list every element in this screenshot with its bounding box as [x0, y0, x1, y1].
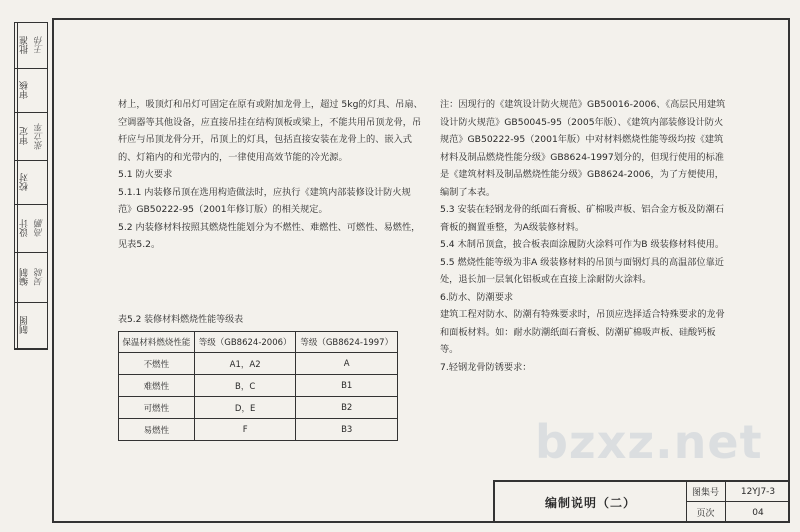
- sidebar-signature: [32, 69, 47, 112]
- section-5-1-1: 5.1.1 内装修吊顶在选用构造做法时，应执行《建筑内部装修设计防火规范》GB50222-95（2001年修订版）的相关规定。: [118, 186, 411, 215]
- table-cell: F: [194, 419, 296, 441]
- left-column: [118, 96, 423, 254]
- section-5-2: 5.2 内装修材料按照其燃烧性能划分为不燃性、难燃性、可燃性、易燃性，见表5.2。: [118, 221, 421, 250]
- table-cell: 不燃性: [119, 353, 195, 375]
- note-paragraph: 注：因现行的《建筑设计防火规范》GB50016-2006、《高层民用建筑设计防火规范》GB50045-95（2005年版）、《建筑内部装修设计防火规范》GB50222-95（2001年版）中对材料燃烧性能等级均按《建筑材料及制品燃烧性能分级》GB8624-1997划分的，但现行使用的标准是《建筑材料及制品燃烧性能分级》GB8624-2006，为了方便使用，编制了本表。: [440, 99, 726, 198]
- table-header-cell: 等级（GB8624-1997）: [296, 332, 398, 353]
- table-cell: A: [296, 353, 398, 375]
- table-header-cell: 保温材料燃烧性能: [119, 332, 195, 353]
- sidebar-cell: [15, 205, 47, 253]
- page-number-value: 04: [752, 507, 764, 518]
- sidebar-role-label: 校对: [17, 161, 31, 204]
- sidebar-role-label: 审核: [17, 69, 31, 112]
- table-row: [119, 375, 398, 397]
- fire-rating-table: [118, 331, 398, 441]
- right-column: [440, 96, 730, 376]
- section-6-heading: 6.防水、防潮要求: [440, 291, 514, 303]
- page-number-label: 页次: [686, 502, 726, 523]
- table-cell: D，E: [194, 397, 296, 419]
- table-cell: 可燃性: [119, 397, 195, 419]
- table-cell: B3: [296, 419, 398, 441]
- sidebar-cell: [15, 23, 47, 69]
- paragraph-lighting: 材上，吸顶灯和吊灯可固定在原有或附加龙骨上，超过 5kg的灯具、吊扇、空调器等其他设备，应直接吊挂在结构顶板或梁上，不能共用吊顶龙骨，吊杆应与吊顶龙骨分开，吊顶上的灯具，包括直接安装在龙骨上的、嵌入式的、灯箱内的和光带内的，一律使用高效节能的冷光源。: [118, 99, 423, 163]
- atlas-number-label: 图集号: [686, 482, 726, 502]
- sidebar-signature: 王伟: [35, 36, 45, 55]
- section-5-4: 5.4 木制吊顶盒，披合板表面涂履防火涂料可作为B 级装修材料使用。: [440, 239, 725, 250]
- sidebar-signature: [32, 303, 47, 348]
- sidebar-cell: [15, 69, 47, 113]
- table-cell: 难燃性: [119, 375, 195, 397]
- sidebar-cell: [15, 161, 47, 205]
- table-row: [119, 353, 398, 375]
- sidebar-signature: 吴晓: [35, 268, 45, 287]
- sidebar-cell: [15, 303, 47, 349]
- table-caption: 表5.2 装修材料燃烧性能等级表: [118, 315, 244, 325]
- section-6-body: 建筑工程对防水、防潮有特殊要求时，吊顶应选择适合特殊要求的龙骨和面板材料。如：耐水防潮纸面石膏板、防潮矿棉吸声板、硅酸钙板等。: [440, 309, 725, 355]
- table-cell: B2: [296, 397, 398, 419]
- sidebar-cell: [15, 113, 47, 161]
- table-cell: B1: [296, 375, 398, 397]
- table-header-row: [119, 332, 398, 353]
- sidebar-role-label: 审定: [17, 113, 31, 160]
- signature-sidebar: [14, 22, 48, 350]
- sidebar-role-label: 批准: [17, 23, 31, 68]
- section-5-5: 5.5 燃烧性能等级为非A 级装修材料的吊顶与面钢灯具的高温部位靠近处，退长加一层氧化铝板或在直接上涂耐防火涂料。: [440, 256, 724, 285]
- watermark-text: bzxz.net: [535, 415, 763, 469]
- sidebar-cell: [15, 253, 47, 303]
- sidebar-signature: 张立军: [35, 123, 45, 150]
- sidebar-signature: [32, 161, 47, 204]
- table-cell: B，C: [194, 375, 296, 397]
- section-5-1-heading: 5.1 防火要求: [118, 169, 173, 180]
- sidebar-signature: 高鹏: [35, 219, 45, 238]
- section-5-3: 5.3 安装在轻钢龙骨的纸面石膏板、矿棉吸声板、铝合金方板及防潮石膏板的搁置垂整，为A级装修材料。: [440, 204, 724, 233]
- sidebar-role-label: 设计: [17, 205, 31, 252]
- drawing-title: 编制说明（二）: [495, 482, 687, 523]
- table-row: [119, 397, 398, 419]
- atlas-number-value: 12YJ7-3: [726, 482, 790, 502]
- title-block: [493, 480, 790, 523]
- section-7-heading: 7.轻钢龙骨防锈要求：: [440, 361, 532, 373]
- table-cell: 易燃性: [119, 419, 195, 441]
- table-cell: A1，A2: [194, 353, 296, 375]
- table-row: [119, 419, 398, 441]
- table-header-cell: 等级（GB8624-2006）: [194, 332, 296, 353]
- sidebar-role-label: 编制: [17, 253, 31, 302]
- sidebar-role-label: 制图: [17, 303, 31, 348]
